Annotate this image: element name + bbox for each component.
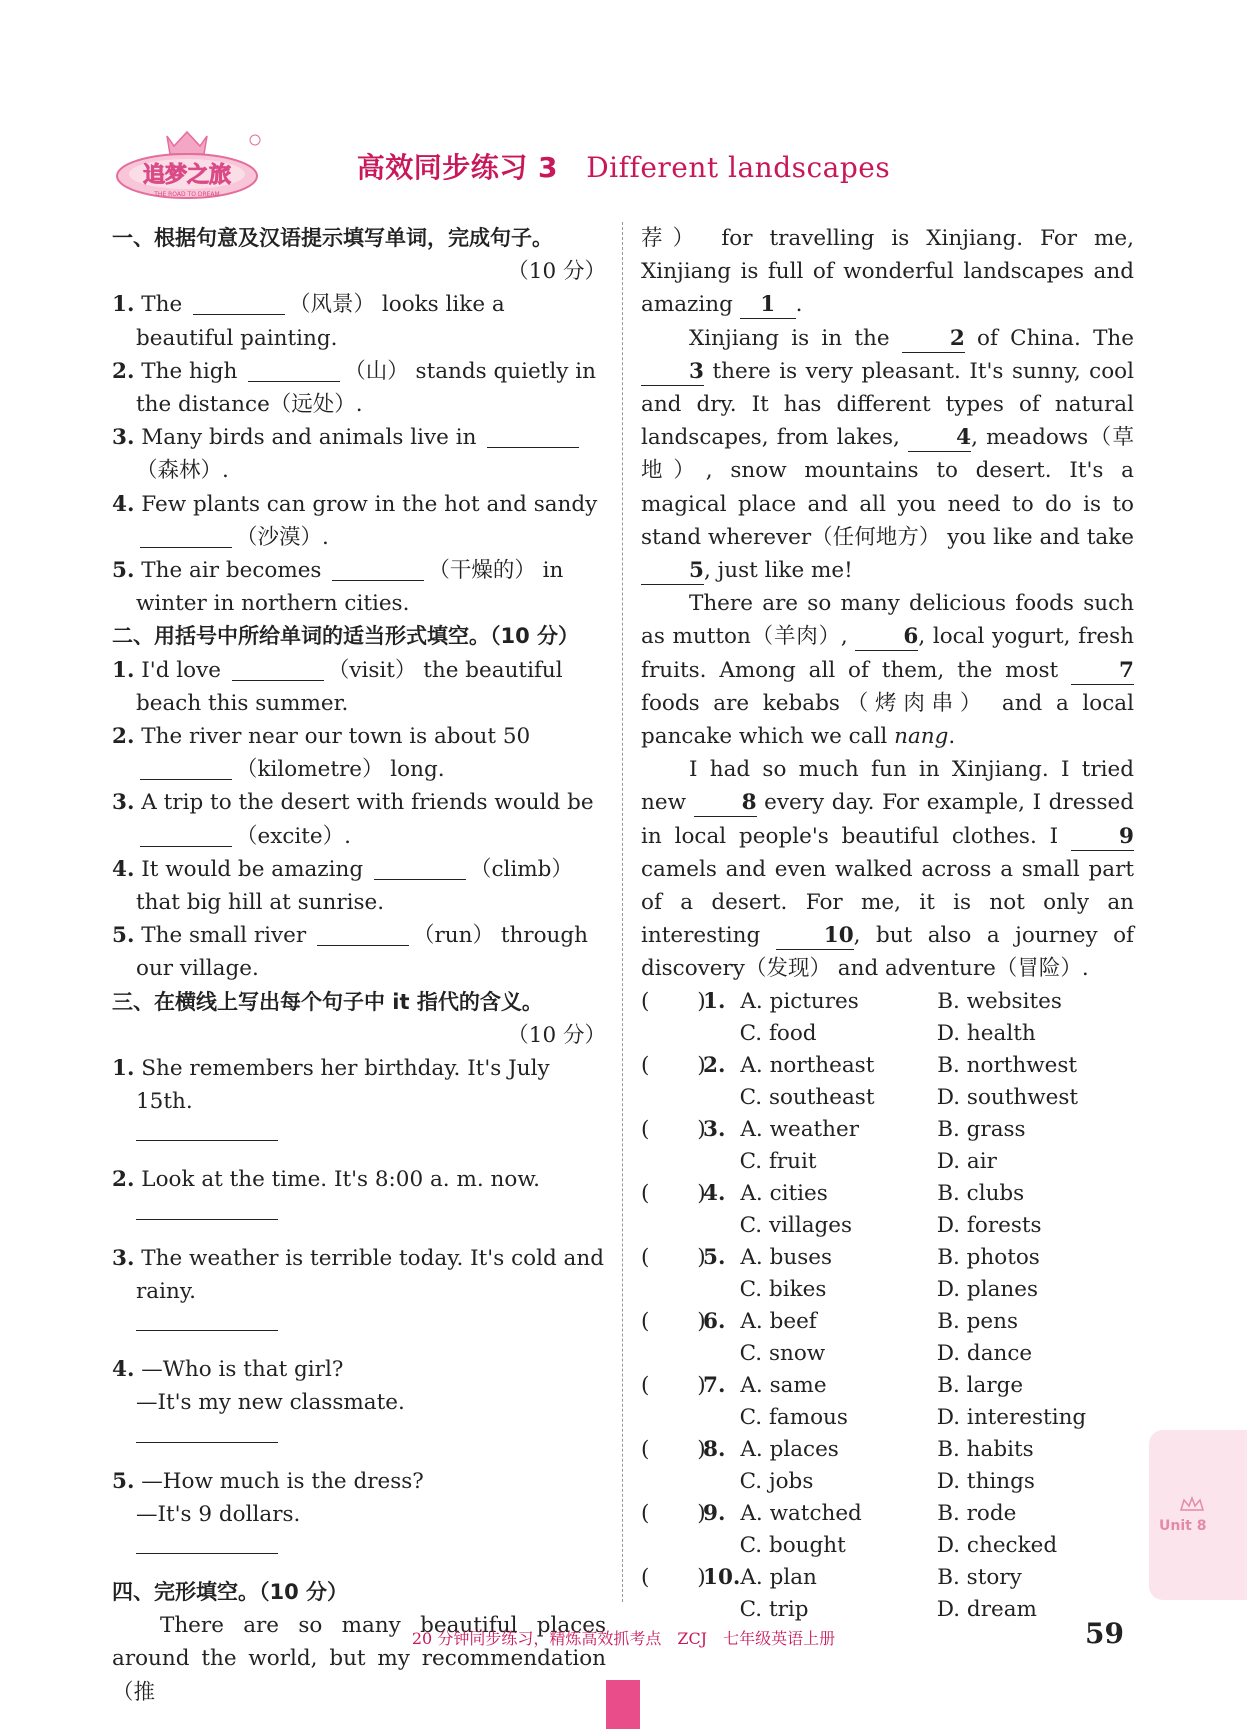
section2-item xyxy=(112,919,606,985)
cloze-options xyxy=(641,986,1134,1626)
option-number: 8. xyxy=(703,1436,726,1462)
crown-icon xyxy=(1179,1496,1205,1514)
option-spacer xyxy=(702,1594,739,1626)
item-text: Look at the time. It's 8:00 a. m. now. xyxy=(141,1167,541,1193)
item-text: Few plants can grow in the hot and sandy xyxy=(141,491,598,517)
section3-item xyxy=(112,1052,606,1141)
option-b[interactable]: B. rode xyxy=(937,1500,1017,1526)
option-row xyxy=(641,1466,1134,1498)
option-row xyxy=(641,1050,1134,1082)
left-column xyxy=(112,222,606,1709)
option-number: 6. xyxy=(703,1308,726,1334)
section4-heading: 四、完形填空。（10 分） xyxy=(112,1579,349,1604)
option-row xyxy=(641,1146,1134,1178)
option-number: 7. xyxy=(703,1372,726,1398)
item-number: 1. xyxy=(112,657,135,683)
item-number: 5. xyxy=(112,1468,135,1494)
option-number: 5. xyxy=(703,1244,726,1270)
answer-paren[interactable]: ( ) xyxy=(641,1436,706,1462)
cloze-text-italic: nang xyxy=(894,724,949,750)
option-a[interactable]: A. pictures xyxy=(740,988,859,1014)
item-text: （climb） that big hill at sunrise. xyxy=(136,856,573,916)
cloze-blank-6[interactable]: 6 xyxy=(855,624,918,651)
answer-line[interactable] xyxy=(136,1211,278,1220)
cloze-text: , local yogurt, fresh fruits. Among all of them, the most xyxy=(641,624,1134,683)
item-number: 4. xyxy=(112,1357,135,1383)
section2-item xyxy=(112,654,606,720)
option-a[interactable]: A. plan xyxy=(740,1564,817,1590)
option-a[interactable]: A. northeast xyxy=(740,1052,875,1078)
option-d[interactable]: D. health xyxy=(936,1020,1036,1046)
answer-blank[interactable] xyxy=(374,857,466,880)
item-text-line2: —It's my new classmate. xyxy=(136,1390,405,1416)
item-number: 3. xyxy=(112,425,135,451)
item-text: （visit） the beautiful beach this summer. xyxy=(136,657,563,716)
item-text: （风景） looks like a beautiful painting. xyxy=(136,292,505,351)
option-row xyxy=(641,1242,1134,1274)
option-number: 1. xyxy=(703,988,726,1014)
option-row xyxy=(641,1594,1134,1626)
cloze-text: of China. The xyxy=(964,325,1134,351)
item-text: （沙漠）. xyxy=(236,524,329,550)
bottom-marker xyxy=(606,1680,640,1729)
option-b[interactable]: B. story xyxy=(937,1564,1022,1590)
answer-paren[interactable]: ( ) xyxy=(641,1180,706,1206)
item-text: The river near our town is about 50 xyxy=(141,724,531,750)
answer-line[interactable] xyxy=(136,1322,278,1331)
answer-blank[interactable] xyxy=(140,757,232,780)
cloze-blank-2[interactable]: 2 xyxy=(902,326,965,353)
option-number: 9. xyxy=(703,1500,726,1526)
item-text: The air becomes xyxy=(141,558,329,584)
cloze-text: there is very pleasant. It's sunny, cool and dry. It has different types of natural landscapes, from lakes, xyxy=(641,358,1134,451)
item-text: The xyxy=(141,292,190,318)
answer-blank[interactable] xyxy=(248,359,340,382)
option-a[interactable]: A. cities xyxy=(740,1180,828,1206)
item-text: （干燥的） in winter in northern cities. xyxy=(136,558,564,617)
cloze-blank-7[interactable]: 7 xyxy=(1071,658,1134,685)
section1-item xyxy=(112,355,606,421)
title-cn: 高效同步练习 3 xyxy=(356,151,558,184)
item-number: 4. xyxy=(112,856,135,882)
cloze-blank-3[interactable]: 3 xyxy=(641,359,704,386)
option-a[interactable]: A. same xyxy=(740,1372,827,1398)
cloze-blank-4[interactable]: 4 xyxy=(908,425,971,452)
section2-item xyxy=(112,720,606,786)
option-number: 2. xyxy=(703,1052,726,1078)
option-number: 3. xyxy=(703,1116,726,1142)
item-text: Many birds and animals live in xyxy=(141,425,484,451)
item-text: A trip to the desert with friends would be xyxy=(141,790,594,816)
cloze-blank-5[interactable]: 5 xyxy=(641,558,704,585)
section1-item xyxy=(112,488,606,554)
option-a[interactable]: A. beef xyxy=(740,1308,817,1334)
option-spacer xyxy=(702,1402,739,1434)
cloze-blank-1[interactable]: 1 xyxy=(740,292,796,319)
item-text: It would be amazing xyxy=(141,856,370,882)
option-c[interactable]: C. trip xyxy=(739,1596,809,1622)
option-spacer xyxy=(641,1594,702,1626)
option-row xyxy=(641,1306,1134,1338)
option-spacer xyxy=(702,1082,739,1114)
page-title xyxy=(0,146,1247,186)
option-spacer xyxy=(702,1146,739,1178)
item-text: I'd love xyxy=(141,657,228,683)
cloze-text: , meadows（草地）, snow mountains to desert. It's a magical place and all you need to do is to stand wherever（任何地方） you like and take xyxy=(641,425,1134,550)
option-d[interactable]: D. things xyxy=(936,1468,1035,1494)
answer-paren[interactable]: ( ) xyxy=(641,1244,706,1270)
item-text: The weather is terrible today. It's cold and rainy. xyxy=(136,1245,604,1304)
logo-subtext: THE ROAD TO DREAM xyxy=(154,191,220,198)
option-number: 4. xyxy=(703,1180,726,1206)
option-spacer xyxy=(641,1018,702,1050)
answer-blank[interactable] xyxy=(487,425,579,448)
option-b[interactable]: B. clubs xyxy=(937,1180,1025,1206)
cloze-blank-10[interactable]: 10 xyxy=(776,923,854,950)
section3-heading: 三、在横线上写出每个句子中 it 指代的含义。 xyxy=(112,989,543,1014)
answer-paren[interactable]: ( ) xyxy=(641,988,706,1014)
item-number: 2. xyxy=(112,358,135,384)
option-row xyxy=(641,1498,1134,1530)
answer-blank[interactable] xyxy=(140,525,232,548)
cloze-text: , just like me! xyxy=(703,558,853,584)
item-text: She remembers her birthday. It's July 15th. xyxy=(136,1056,550,1115)
cloze-text: every day. For example, I dressed in local people's beautiful clothes. I xyxy=(641,790,1134,849)
item-text: （run） through our village. xyxy=(136,923,588,982)
option-row xyxy=(641,1018,1134,1050)
section2-item xyxy=(112,853,606,919)
option-b[interactable]: B. pens xyxy=(937,1308,1019,1334)
option-spacer xyxy=(641,1274,702,1306)
cloze-text: I had so much fun in Xinjiang. I tried new xyxy=(641,757,1134,816)
unit-tab xyxy=(1149,1430,1247,1600)
item-number: 5. xyxy=(112,923,135,949)
answer-blank[interactable] xyxy=(317,923,409,946)
cloze-paragraph-4 xyxy=(641,753,1134,985)
option-b[interactable]: B. websites xyxy=(937,988,1062,1014)
option-spacer xyxy=(641,1338,702,1370)
option-row xyxy=(641,1530,1134,1562)
item-number: 3. xyxy=(112,1245,135,1271)
option-row xyxy=(641,1178,1134,1210)
item-text: —How much is the dress? xyxy=(141,1468,424,1494)
item-text: —Who is that girl? xyxy=(141,1357,344,1383)
answer-paren[interactable]: ( ) xyxy=(641,1500,706,1526)
item-text: （excite）. xyxy=(236,823,351,849)
answer-blank[interactable] xyxy=(140,824,232,847)
option-b[interactable]: B. grass xyxy=(937,1116,1026,1142)
section1-item xyxy=(112,421,606,487)
section2-item xyxy=(112,786,606,852)
option-spacer xyxy=(641,1210,702,1242)
option-spacer xyxy=(702,1210,739,1242)
option-a[interactable]: A. watched xyxy=(740,1500,862,1526)
item-number: 2. xyxy=(112,724,135,750)
option-row xyxy=(641,1402,1134,1434)
answer-paren[interactable]: ( ) xyxy=(641,1052,706,1078)
cloze-text: . xyxy=(795,292,803,318)
section1-item xyxy=(112,288,606,354)
item-number: 3. xyxy=(112,790,135,816)
section2-heading: 二、用括号中所给单词的适当形式填空。（10 分） xyxy=(112,624,580,649)
section3-points: （10 分） xyxy=(507,1022,606,1048)
cloze-paragraph-1 xyxy=(641,222,1134,322)
section1-points: （10 分） xyxy=(507,259,606,285)
option-d[interactable]: D. air xyxy=(936,1148,997,1174)
option-row xyxy=(641,1210,1134,1242)
option-spacer xyxy=(702,1274,739,1306)
option-c[interactable]: C. famous xyxy=(739,1404,848,1430)
answer-paren[interactable]: ( ) xyxy=(641,1308,706,1334)
option-spacer xyxy=(641,1466,702,1498)
option-c[interactable]: C. southeast xyxy=(739,1084,875,1110)
option-d[interactable]: D. dance xyxy=(936,1340,1033,1366)
option-c[interactable]: C. villages xyxy=(739,1212,853,1238)
option-row xyxy=(641,986,1134,1018)
cloze-paragraph-2 xyxy=(641,322,1134,588)
option-spacer xyxy=(702,1018,739,1050)
option-a[interactable]: A. weather xyxy=(740,1116,860,1142)
option-b[interactable]: B. large xyxy=(937,1372,1024,1398)
option-c[interactable]: C. fruit xyxy=(739,1148,817,1174)
option-d[interactable]: D. planes xyxy=(936,1276,1038,1302)
section3-item xyxy=(112,1465,606,1554)
cloze-text: Xinjiang is in the xyxy=(689,325,902,351)
option-row xyxy=(641,1274,1134,1306)
answer-blank[interactable] xyxy=(193,292,285,315)
option-row xyxy=(641,1562,1134,1594)
option-d[interactable]: D. southwest xyxy=(936,1084,1079,1110)
section3-item xyxy=(112,1353,606,1442)
item-text: （山） stands quietly in the distance（远处）. xyxy=(136,358,596,418)
option-spacer xyxy=(702,1466,739,1498)
option-spacer xyxy=(641,1082,702,1114)
item-text: （森林）. xyxy=(136,458,229,484)
item-text: （kilometre） long. xyxy=(236,757,445,783)
item-number: 1. xyxy=(112,1056,135,1082)
cloze-blank-8[interactable]: 8 xyxy=(694,790,757,817)
section3-item xyxy=(112,1163,606,1219)
option-c[interactable]: C. jobs xyxy=(739,1468,814,1494)
answer-blank[interactable] xyxy=(232,658,324,681)
cloze-text: There are so many delicious foods such as mutton（羊肉）, xyxy=(641,591,1134,650)
option-a[interactable]: A. buses xyxy=(740,1244,832,1270)
option-b[interactable]: B. photos xyxy=(937,1244,1040,1270)
cloze-text: 荐） for travelling is Xinjiang. For me, Xinjiang is full of wonderful landscapes and amazing xyxy=(641,226,1134,318)
item-number: 1. xyxy=(112,292,135,318)
option-d[interactable]: D. dream xyxy=(936,1596,1037,1622)
option-spacer xyxy=(641,1402,702,1434)
option-d[interactable]: D. forests xyxy=(936,1212,1042,1238)
item-number: 5. xyxy=(112,558,135,584)
logo-text: 追梦之旅 xyxy=(142,163,232,188)
option-c[interactable]: C. food xyxy=(739,1020,817,1046)
item-text-line2: —It's 9 dollars. xyxy=(136,1501,301,1527)
option-row xyxy=(641,1370,1134,1402)
answer-blank[interactable] xyxy=(332,558,424,581)
item-text: The small river xyxy=(141,923,314,949)
cloze-paragraph-3 xyxy=(641,587,1134,753)
cloze-blank-9[interactable]: 9 xyxy=(1071,824,1134,851)
right-column xyxy=(641,222,1134,1626)
column-divider xyxy=(622,222,623,1602)
cloze-text: , but also a journey of discovery（发现） and adventure（冒险）. xyxy=(641,923,1134,982)
option-b[interactable]: B. habits xyxy=(937,1436,1034,1462)
option-c[interactable]: C. bought xyxy=(739,1532,846,1558)
item-number: 4. xyxy=(112,491,135,517)
option-spacer xyxy=(641,1146,702,1178)
option-row xyxy=(641,1434,1134,1466)
cloze-text: foods are kebabs（烤肉串） and a local pancake which we call xyxy=(641,690,1134,750)
item-number: 2. xyxy=(112,1167,135,1193)
answer-line[interactable] xyxy=(136,1545,278,1554)
answer-paren[interactable]: ( ) xyxy=(641,1116,706,1142)
option-row xyxy=(641,1082,1134,1114)
cloze-text: . xyxy=(948,724,956,750)
answer-line[interactable] xyxy=(136,1434,278,1443)
title-en: Different landscapes xyxy=(586,151,891,184)
section1-heading: 一、根据句意及汉语提示填写单词，完成句子。 xyxy=(112,226,553,250)
footer-text: 20 分钟同步练习，精炼高效抓考点 ZCJ 七年级英语上册 xyxy=(411,1629,836,1648)
option-row xyxy=(641,1338,1134,1370)
option-spacer xyxy=(702,1338,739,1370)
option-spacer xyxy=(702,1530,739,1562)
answer-paren[interactable]: ( ) xyxy=(641,1564,706,1590)
option-d[interactable]: D. interesting xyxy=(936,1404,1087,1430)
unit-tab-label: Unit 8 xyxy=(1159,1518,1207,1534)
option-c[interactable]: C. bikes xyxy=(739,1276,827,1302)
section3-item xyxy=(112,1242,606,1331)
option-b[interactable]: B. northwest xyxy=(937,1052,1078,1078)
option-number: 10. xyxy=(703,1564,741,1590)
cloze-intro: There are so many beautiful places around the world, but my recommendation（推 xyxy=(112,1613,606,1705)
option-spacer xyxy=(641,1530,702,1562)
page-number: 59 xyxy=(1085,1617,1124,1650)
option-row xyxy=(641,1114,1134,1146)
answer-paren[interactable]: ( ) xyxy=(641,1372,706,1398)
cloze-text: camels and even walked across a small part of a desert. For me, it is not only an interesting xyxy=(641,856,1134,949)
option-d[interactable]: D. checked xyxy=(936,1532,1058,1558)
item-text: The high xyxy=(141,358,245,384)
section1-item xyxy=(112,554,606,620)
option-a[interactable]: A. places xyxy=(740,1436,839,1462)
option-c[interactable]: C. snow xyxy=(739,1340,826,1366)
answer-line[interactable] xyxy=(136,1132,278,1141)
